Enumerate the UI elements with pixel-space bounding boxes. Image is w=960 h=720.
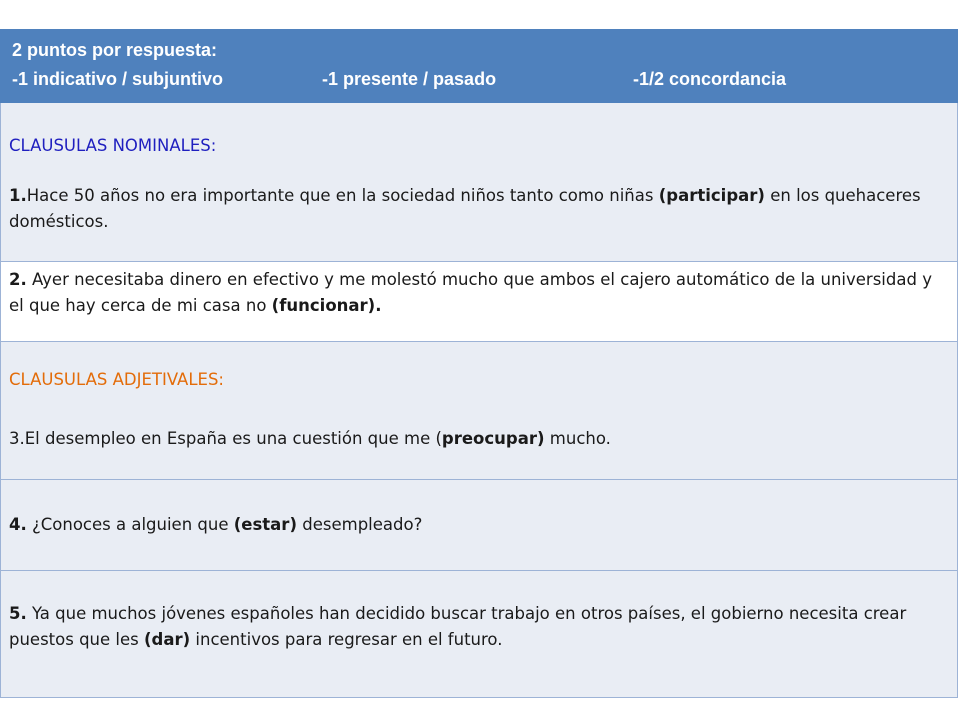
row-nominal-2 (0, 262, 958, 342)
question-2 (9, 267, 951, 319)
question-number: 4. (9, 515, 27, 534)
verb-prompt: (estar) (233, 515, 297, 534)
verb-prompt: preocupar) (441, 429, 545, 448)
question-number: 5. (9, 604, 27, 623)
criterion-mood: -1 indicativo / subjuntivo (12, 69, 224, 89)
grading-header (0, 29, 958, 103)
question-text: El desempleo en España es una cuestión que me ( (24, 429, 442, 448)
row-nominal-1 (0, 103, 958, 262)
question-text-end: en los quehaceres domésticos. (9, 186, 921, 231)
question-text: ¿Conoces a alguien que (26, 515, 234, 534)
criterion-agreement: -1/2 concordancia (633, 69, 787, 89)
question-5 (9, 601, 951, 653)
question-text: Hace 50 años no era importante que en la sociedad niños tanto como niñas (26, 186, 659, 205)
question-number: 1. (9, 186, 27, 205)
question-text-end: incentivos para regresar en el futuro. (190, 630, 503, 649)
row-adjectival-4 (0, 480, 958, 571)
section-title-nominal: CLAUSULAS NOMINALES: (9, 136, 217, 155)
question-1 (9, 183, 951, 235)
question-text: Ya que muchos jóvenes españoles han decidido buscar trabajo en otros países, el gobierno necesita crear puestos que les (9, 604, 907, 649)
question-number: 2. (9, 270, 27, 289)
question-text: Ayer necesitaba dinero en efectivo y me molestó mucho que ambos el cajero automático de la universidad y el que hay cerca de mi casa no (9, 270, 932, 315)
row-adjectival-5 (0, 571, 958, 698)
section-title-adjectival: CLAUSULAS ADJETIVALES: (9, 370, 224, 389)
verb-prompt: (participar) (658, 186, 765, 205)
row-adjectival-3 (0, 342, 958, 480)
points-per-answer: 2 puntos por respuesta: (12, 40, 218, 60)
question-text-end: desempleado? (297, 515, 423, 534)
question-number: 3. (9, 429, 25, 448)
criterion-tense: -1 presente / pasado (322, 69, 497, 89)
question-3 (9, 426, 951, 452)
verb-prompt: (funcionar). (271, 296, 382, 315)
verb-prompt: (dar) (144, 630, 191, 649)
question-4 (9, 512, 951, 538)
question-text-end: mucho. (544, 429, 611, 448)
